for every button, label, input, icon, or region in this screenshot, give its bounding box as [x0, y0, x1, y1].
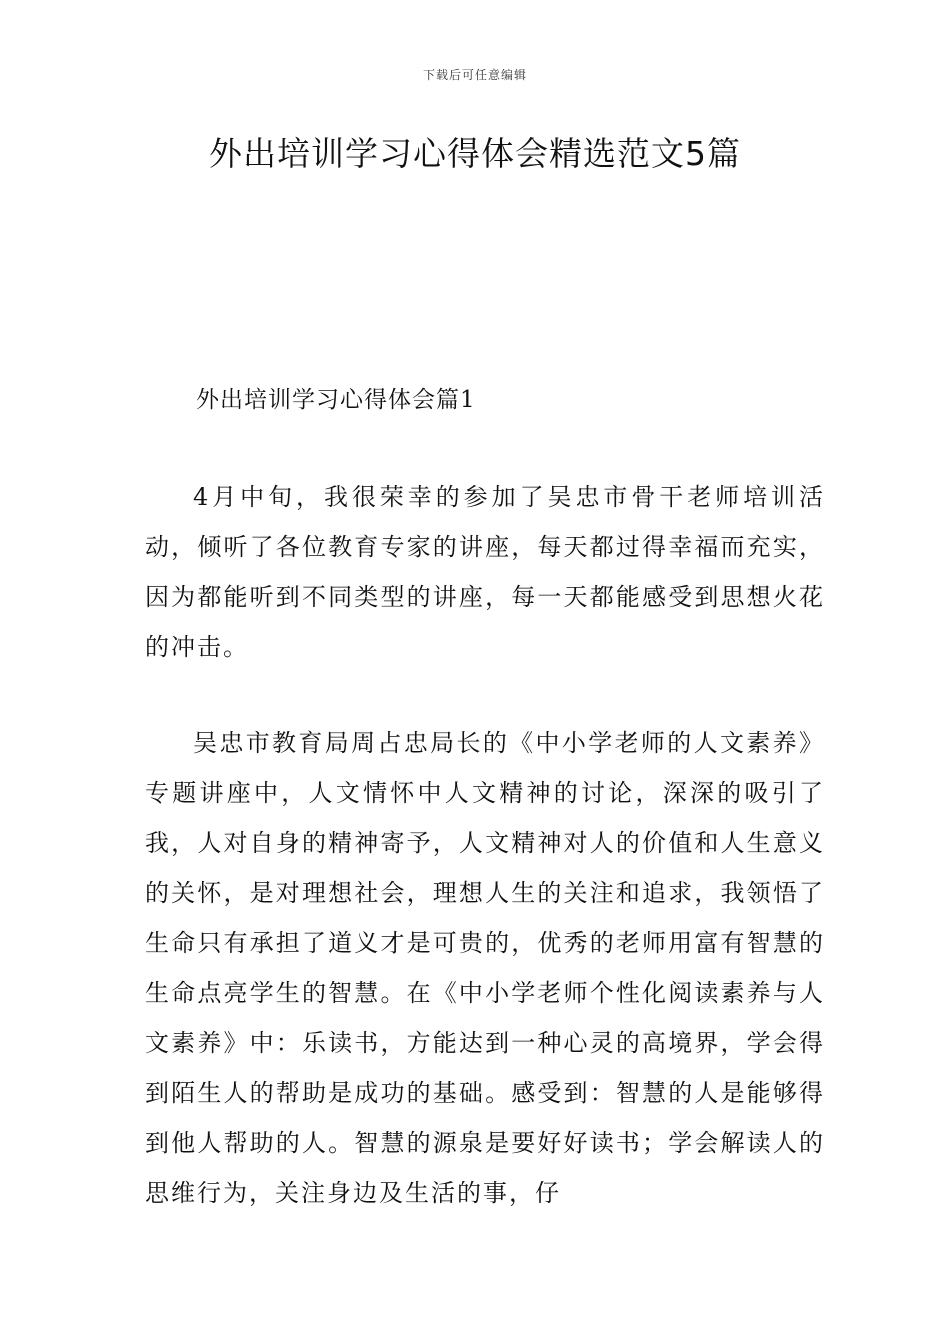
document-title: 外出培训学习心得体会精选范文5篇 [209, 134, 741, 173]
header-note: 下载后可任意编辑 [422, 68, 527, 82]
paragraph-1: 4月中旬，我很荣幸的参加了吴忠市骨干老师培训活动，倾听了各位教育专家的讲座，每天都过得幸福而充实，因为都能听到不同类型的讲座，每一天都能感受到思想火花的冲击。 [145, 483, 825, 661]
section-heading: 外出培训学习心得体会篇1 [196, 387, 476, 413]
paragraph-2: 吴忠市教育局周占忠局长的《中小学老师的人文素养》专题讲座中，人文情怀中人文精神的讨论，深深的吸引了我，人对自身的精神寄予，人文精神对人的价值和人生意义的关怀，是对理想社会，理想人生的关注和追求，我领悟了生命只有承担了道义才是可贵的，优秀的老师用富有智慧的生命点亮学生的智慧。在《中小学老师个性化阅读素养与人文素养》中：乐读书，方能达到一种心灵的高境界，学会得到陌生人的帮助是成功的基础。感受到：智慧的人是能够得到他人帮助的人。智慧的源泉是要好好读书；学会解读人的思维行为，关注身边及生活的事，仔 [145, 729, 825, 1207]
